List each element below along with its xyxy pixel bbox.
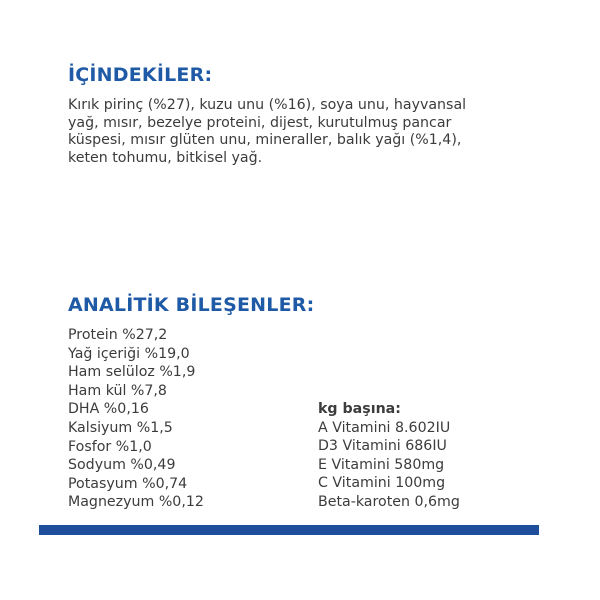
ingredients-heading: İÇİNDEKİLER:	[68, 64, 213, 86]
list-item-vitamin-e: E Vitamini 580mg	[318, 456, 445, 473]
vitamin-block	[318, 400, 460, 512]
list-item-beta-carotene: Beta-karoten 0,6mg	[318, 493, 460, 510]
list-item-phosphorus: Fosfor %1,0	[68, 438, 152, 455]
list-item-crude-fibre: Ham selüloz %1,9	[68, 364, 196, 381]
per-kg-heading: kg başına:	[318, 401, 401, 417]
list-item-sodium: Sodyum %0,49	[68, 457, 176, 474]
list-item-fat-content: Yağ içeriği %19,0	[68, 345, 190, 362]
list-item-vitamin-d3: D3 Vitamini 686IU	[318, 438, 447, 455]
list-item-vitamin-a: A Vitamini 8.602IU	[318, 419, 451, 436]
analytics-heading: ANALİTİK BİLEŞENLER:	[68, 294, 315, 316]
list-item-protein: Protein %27,2	[68, 327, 168, 343]
list-item-calcium: Kalsiyum %1,5	[68, 419, 173, 436]
list-item-potassium: Potasyum %0,74	[68, 475, 188, 492]
bottom-divider-bar	[39, 525, 539, 535]
list-item-vitamin-c: C Vitamini 100mg	[318, 475, 446, 492]
vitamin-list	[318, 419, 460, 512]
analytic-constituents-list	[68, 326, 204, 512]
list-item-magnesium: Magnezyum %0,12	[68, 494, 204, 511]
list-item-dha: DHA %0,16	[68, 401, 149, 418]
ingredients-text: Kırık pirinç (%27), kuzu unu (%16), soya unu, hayvansal yağ, mısır, bezelye proteini, dijest, kurutulmuş pancar küspesi, mısır glüten unu, mineraller, balık yağı (%1,4), keten tohumu, bitkisel yağ.	[68, 97, 467, 166]
list-item-crude-ash: Ham kül %7,8	[68, 382, 167, 399]
